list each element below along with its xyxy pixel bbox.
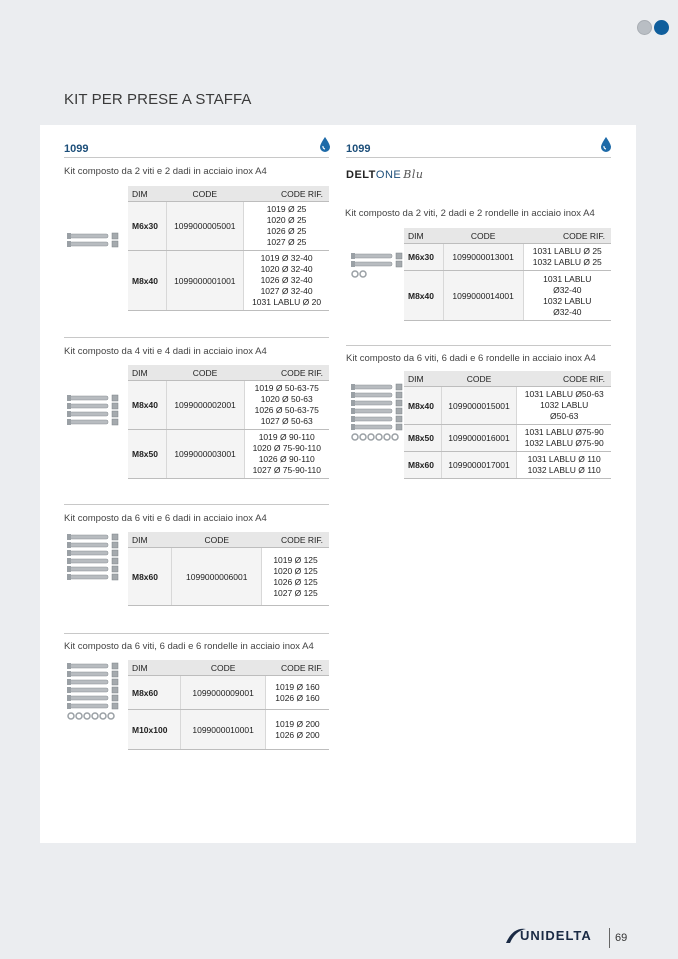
ref-line: 1019 Ø 32-40: [260, 253, 313, 263]
column-header-ref: CODE RIF.: [244, 365, 329, 381]
nut: [112, 395, 118, 401]
dim-cell: M8x40: [128, 251, 166, 311]
bolt-head: [67, 574, 71, 580]
divider: [64, 337, 329, 338]
bolt-head: [67, 687, 71, 693]
bolt: [354, 425, 392, 429]
bolts-image: [66, 533, 122, 586]
table-row: [128, 548, 329, 606]
ref-line: 1032 LABLU: [543, 295, 592, 306]
code-cell: 1099000015001: [441, 387, 517, 425]
dim-cell: M8x60: [128, 548, 172, 606]
water-drop-icon: [599, 136, 613, 152]
divider: [64, 633, 329, 634]
washer: [384, 434, 390, 440]
ref-line: 1031 LABLU Ø 20: [252, 297, 322, 307]
table-row: [128, 710, 329, 750]
table-row: [404, 425, 611, 452]
column-header-dim: DIM: [404, 371, 441, 387]
table-row: [128, 381, 329, 430]
ref-line: 1027 Ø 32-40: [260, 286, 313, 296]
nut: [112, 419, 118, 425]
ref-cell: [517, 452, 611, 479]
bolt-head: [67, 542, 71, 548]
dim-cell: M8x50: [404, 425, 441, 452]
ref-line: 1020 Ø 50-63: [260, 394, 313, 404]
table-header-row: [128, 365, 329, 381]
section-title: Kit composto da 6 viti, 6 dadi e 6 rondelle in acciaio inox A4: [64, 641, 314, 652]
column-header-code: CODE: [443, 228, 523, 244]
washer: [352, 271, 358, 277]
section-title: Kit composto da 6 viti, 6 dadi e 6 rondelle in acciaio inox A4: [346, 353, 596, 364]
dim-cell: M6x30: [404, 244, 443, 271]
ref-line: 1019 Ø 125: [273, 554, 318, 565]
bolt-kit-illustration: [350, 252, 406, 280]
deltone-blu-logo: DELTONE Blu: [346, 168, 424, 181]
bolt-head: [67, 663, 71, 669]
nut: [112, 558, 118, 564]
ref-cell: [244, 202, 329, 251]
code-cell: 1099000014001: [443, 271, 523, 321]
footer-separator: [609, 928, 610, 948]
divider: [64, 504, 329, 505]
bolt-head: [351, 384, 355, 390]
ref-cell: [244, 430, 329, 479]
ref-cell: [265, 710, 329, 750]
washer: [108, 713, 114, 719]
bolts-image: [66, 394, 122, 431]
ref-line: 1019 Ø 50-63-75: [254, 383, 319, 393]
column-header-ref: CODE RIF.: [265, 660, 329, 676]
washer: [376, 434, 382, 440]
column-header-dim: DIM: [128, 186, 166, 202]
nut: [112, 534, 118, 540]
bolt: [70, 420, 108, 424]
washer: [76, 713, 82, 719]
bolt: [354, 393, 392, 397]
column-header-dim: DIM: [404, 228, 443, 244]
bolts-image: [350, 383, 406, 448]
nut: [112, 411, 118, 417]
ref-cell: [517, 387, 611, 425]
code-cell: 1099000009001: [181, 676, 266, 710]
nut: [112, 687, 118, 693]
bolt-kit-illustration: [66, 662, 122, 722]
dim-cell: M8x40: [128, 381, 166, 430]
page-title: KIT PER PRESE A STAFFA: [64, 91, 252, 108]
ref-line: 1032 LABLU Ø 110: [527, 465, 601, 475]
code-cell: 1099000016001: [441, 425, 517, 452]
ref-cell: [244, 251, 329, 311]
bolt-head: [67, 703, 71, 709]
ref-line: 1019 Ø 90-110: [258, 432, 315, 442]
bolt: [70, 404, 108, 408]
column-header-code: CODE: [181, 660, 266, 676]
ref-line: 1019 Ø 200: [275, 718, 320, 729]
bolt: [354, 262, 392, 266]
nut: [112, 703, 118, 709]
section-title: Kit composto da 2 viti, 2 dadi e 2 rondelle in acciaio inox A4: [345, 208, 595, 219]
ref-cell: [523, 244, 611, 271]
bolt-kit-illustration: [66, 394, 122, 426]
ref-line: 1032 LABLU: [540, 400, 589, 410]
bolt-head: [67, 695, 71, 701]
bolt-head: [67, 558, 71, 564]
divider: [346, 345, 611, 346]
washer: [84, 713, 90, 719]
bolt: [70, 664, 108, 668]
ref-cell: [262, 548, 329, 606]
table-header-row: [128, 532, 329, 548]
bolt: [70, 234, 108, 238]
bolt: [70, 559, 108, 563]
bolt-head: [67, 403, 71, 409]
nut: [112, 574, 118, 580]
kit-table: [128, 186, 329, 311]
washer: [100, 713, 106, 719]
left-column-code: 1099: [64, 143, 89, 155]
table-row: [128, 202, 329, 251]
bolts-image: [350, 252, 406, 285]
nut: [396, 384, 402, 390]
bolt-head: [67, 411, 71, 417]
bolt: [70, 575, 108, 579]
table-header-row: [404, 371, 611, 387]
dim-cell: M8x60: [128, 676, 181, 710]
ref-line: 1026 Ø 90-110: [258, 454, 315, 464]
table-header-row: [128, 186, 329, 202]
bolt-head: [351, 253, 355, 259]
bolt: [354, 401, 392, 405]
bolt-kit-illustration: [66, 232, 122, 248]
dim-cell: M6x30: [128, 202, 166, 251]
bolt-head: [351, 261, 355, 267]
ref-line: 1020 Ø 32-40: [260, 264, 313, 274]
column-header-dim: DIM: [128, 365, 166, 381]
bolt: [70, 242, 108, 246]
code-cell: 1099000006001: [172, 548, 262, 606]
table-row: [404, 387, 611, 425]
bolt: [70, 672, 108, 676]
table-row: [404, 244, 611, 271]
bolt: [354, 409, 392, 413]
ref-line: 1026 Ø 160: [275, 692, 320, 703]
bolt-head: [67, 550, 71, 556]
code-cell: 1099000001001: [166, 251, 244, 311]
ref-line: 1031 LABLU: [543, 273, 592, 284]
bolt-head: [351, 416, 355, 422]
nut: [396, 392, 402, 398]
washer: [368, 434, 374, 440]
divider: [64, 157, 329, 158]
section-title: Kit composto da 2 viti e 2 dadi in acciaio inox A4: [64, 166, 267, 177]
bolt: [70, 688, 108, 692]
dim-cell: M8x50: [128, 430, 166, 479]
bolt-head: [67, 671, 71, 677]
washer: [92, 713, 98, 719]
ref-line: 1031 LABLU Ø75-90: [524, 427, 604, 437]
ref-line: 1032 LABLU Ø75-90: [524, 438, 604, 448]
column-header-dim: DIM: [128, 660, 181, 676]
table-header-row: [404, 228, 611, 244]
washer: [352, 434, 358, 440]
nut: [112, 663, 118, 669]
ref-line: Ø32-40: [553, 306, 582, 317]
ref-line: 1032 LABLU Ø 25: [532, 257, 602, 267]
water-drop-icon: [318, 136, 332, 152]
kit-table: [128, 660, 329, 750]
column-header-code: CODE: [166, 365, 244, 381]
ref-line: 1027 Ø 125: [273, 587, 318, 598]
washer: [392, 434, 398, 440]
bolt: [354, 385, 392, 389]
bolt: [70, 535, 108, 539]
column-header-code: CODE: [172, 532, 262, 548]
ref-line: 1026 Ø 200: [275, 729, 320, 740]
dim-cell: M8x40: [404, 271, 443, 321]
kit-table: [128, 365, 329, 479]
bolt: [354, 254, 392, 258]
bolt: [354, 417, 392, 421]
nut: [396, 261, 402, 267]
table-row: [128, 676, 329, 710]
bolt-head: [351, 400, 355, 406]
nut: [112, 403, 118, 409]
table-header-row: [128, 660, 329, 676]
dim-cell: M8x60: [404, 452, 441, 479]
bolt: [70, 680, 108, 684]
ref-cell: [517, 425, 611, 452]
ref-line: 1020 Ø 25: [266, 215, 307, 225]
nut: [112, 695, 118, 701]
column-header-ref: CODE RIF.: [523, 228, 611, 244]
bolt: [70, 543, 108, 547]
bolt-head: [67, 233, 71, 239]
ref-line: 1031 LABLU Ø50-63: [524, 389, 604, 399]
ref-line: 1026 Ø 32-40: [260, 275, 313, 285]
ref-line: Ø32-40: [553, 284, 582, 295]
ref-line: 1026 Ø 25: [266, 226, 307, 236]
footer-logo: UNIDELTA: [520, 928, 592, 943]
dim-cell: M10x100: [128, 710, 181, 750]
ref-cell: [244, 381, 329, 430]
ref-line: 1031 LABLU Ø 25: [532, 246, 602, 256]
column-header-ref: CODE RIF.: [244, 186, 329, 202]
bolt: [70, 696, 108, 700]
washer: [360, 434, 366, 440]
code-cell: 1099000005001: [166, 202, 244, 251]
nut: [112, 241, 118, 247]
ref-line: 1027 Ø 25: [266, 237, 307, 247]
bolts-image: [66, 232, 122, 253]
section-title: Kit composto da 6 viti e 6 dadi in acciaio inox A4: [64, 513, 267, 524]
bolt-head: [67, 534, 71, 540]
ref-line: 1020 Ø 75-90-110: [252, 443, 321, 453]
code-cell: 1099000010001: [181, 710, 266, 750]
nut: [112, 542, 118, 548]
washer: [68, 713, 74, 719]
bolts-image: [66, 662, 122, 727]
code-cell: 1099000013001: [443, 244, 523, 271]
grid-dot-icon: [637, 20, 652, 35]
section-title: Kit composto da 4 viti e 4 dadi in acciaio inox A4: [64, 346, 267, 357]
ref-line: Ø50-63: [550, 411, 579, 421]
code-cell: 1099000002001: [166, 381, 244, 430]
bolt-head: [351, 392, 355, 398]
dim-cell: M8x40: [404, 387, 441, 425]
nut: [396, 424, 402, 430]
nut: [112, 671, 118, 677]
blue-dot-icon: [654, 20, 669, 35]
ref-line: 1027 Ø 75-90-110: [252, 465, 321, 475]
bolt: [70, 551, 108, 555]
kit-table: [404, 228, 611, 321]
table-row: [404, 452, 611, 479]
nut: [396, 253, 402, 259]
table-row: [128, 251, 329, 311]
ref-line: 1020 Ø 125: [273, 565, 318, 576]
bolt-head: [67, 419, 71, 425]
bolt-head: [67, 395, 71, 401]
divider: [346, 157, 611, 158]
table-row: [128, 430, 329, 479]
nut: [112, 679, 118, 685]
bolt-head: [67, 566, 71, 572]
column-header-ref: CODE RIF.: [262, 532, 329, 548]
bolt-head: [67, 679, 71, 685]
kit-table: [128, 532, 329, 606]
kit-table: [404, 371, 611, 479]
bolt-head: [351, 424, 355, 430]
column-header-code: CODE: [166, 186, 244, 202]
nut: [396, 416, 402, 422]
bolt-head: [67, 241, 71, 247]
table-row: [404, 271, 611, 321]
bolt-head: [351, 408, 355, 414]
ref-line: 1031 LABLU Ø 110: [527, 454, 601, 464]
column-header-code: CODE: [441, 371, 517, 387]
page-number: 69: [615, 932, 628, 944]
nut: [396, 400, 402, 406]
column-header-dim: DIM: [128, 532, 172, 548]
ref-line: 1019 Ø 160: [275, 681, 320, 692]
bolt-kit-illustration: [350, 383, 406, 443]
page-indicator: [637, 20, 671, 36]
washer: [360, 271, 366, 277]
code-cell: 1099000017001: [441, 452, 517, 479]
bolt: [70, 704, 108, 708]
nut: [396, 408, 402, 414]
right-column-code: 1099: [346, 143, 371, 155]
ref-line: 1027 Ø 50-63: [260, 416, 313, 426]
bolt: [70, 396, 108, 400]
nut: [112, 566, 118, 572]
nut: [112, 233, 118, 239]
ref-cell: [523, 271, 611, 321]
bolt-kit-illustration: [66, 533, 122, 581]
code-cell: 1099000003001: [166, 430, 244, 479]
bolt: [70, 412, 108, 416]
ref-line: 1026 Ø 50-63-75: [254, 405, 319, 415]
column-header-ref: CODE RIF.: [517, 371, 611, 387]
ref-line: 1026 Ø 125: [273, 576, 318, 587]
bolt: [70, 567, 108, 571]
nut: [112, 550, 118, 556]
ref-cell: [265, 676, 329, 710]
ref-line: 1019 Ø 25: [266, 204, 307, 214]
